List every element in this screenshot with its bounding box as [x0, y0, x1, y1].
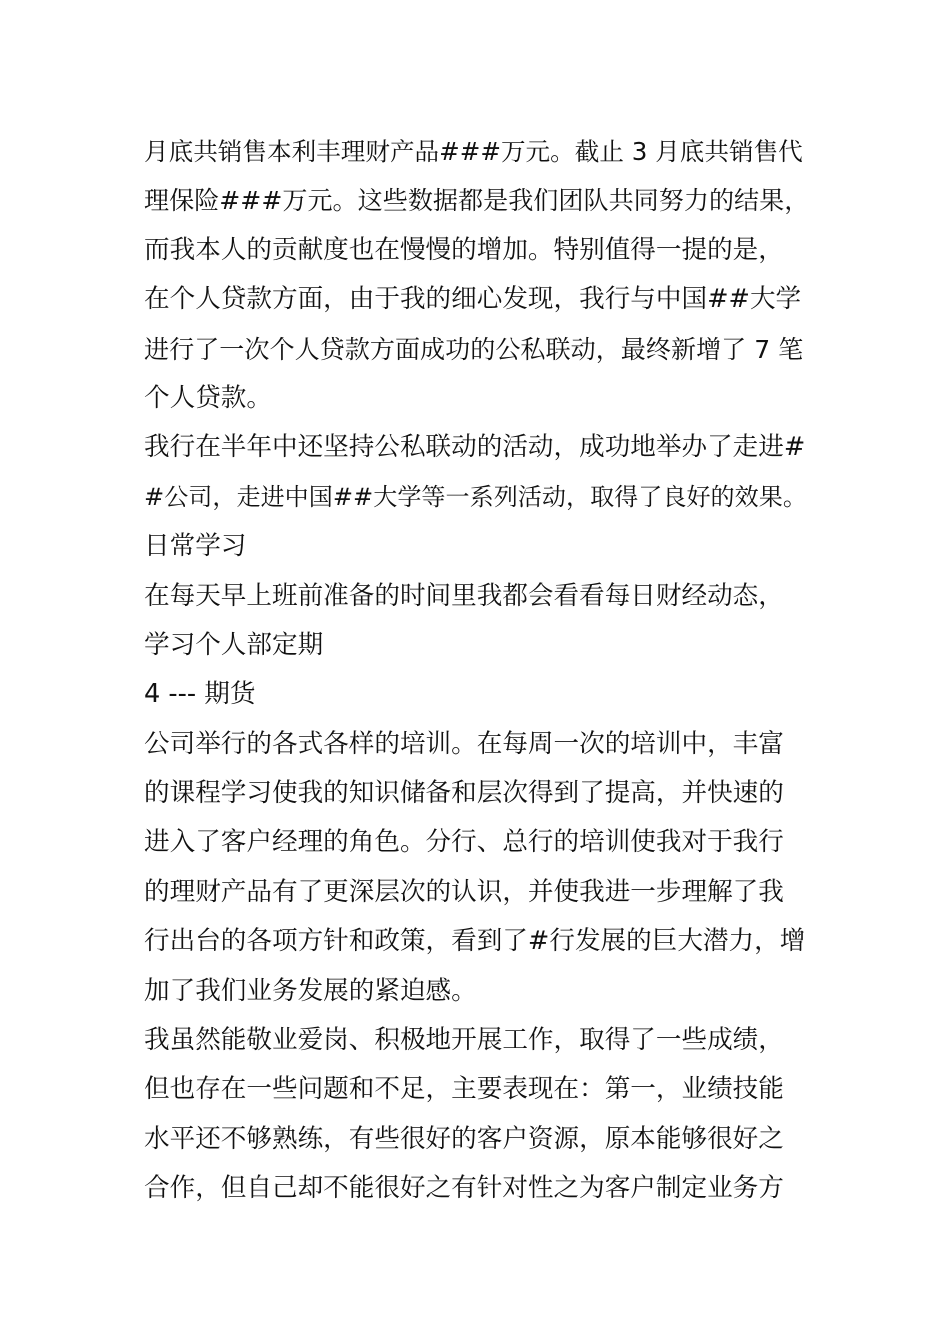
- text-line: 在每天早上班前准备的时间里我都会看看每日财经动态，: [144, 580, 784, 611]
- text-line: 但也存在一些问题和不足，主要表现在：第一，业绩技能: [144, 1074, 784, 1105]
- text-line: 的课程学习使我的知识储备和层次得到了提高，并快速的: [144, 778, 784, 809]
- section-heading: 日常学习: [144, 531, 247, 562]
- text-line: 在个人贷款方面，由于我的细心发现，我行与中国##大学: [144, 284, 802, 315]
- text-line: 加了我们业务发展的紧迫感。: [144, 975, 477, 1006]
- text-line: 的理财产品有了更深层次的认识，并使我进一步理解了我: [144, 876, 784, 907]
- page-break-marker: 4 --- 期货: [144, 679, 256, 710]
- text-line: 公司举行的各式各样的培训。在每周一次的培训中，丰富: [144, 728, 784, 759]
- text-line: 我行在半年中还坚持公私联动的活动，成功地举办了走进#: [144, 432, 806, 463]
- text-line: 学习个人部定期: [144, 629, 324, 660]
- document-body: [144, 127, 812, 1214]
- text-line: 月底共销售本利丰理财产品###万元。截止 3 月底共销售代: [144, 137, 803, 166]
- text-line: 行出台的各项方针和政策，看到了#行发展的巨大潜力，增: [144, 926, 806, 957]
- text-line: 我虽然能敬业爱岗、积极地开展工作，取得了一些成绩，: [144, 1025, 784, 1056]
- text-line: 理保险###万元。这些数据都是我们团队共同努力的结果，: [144, 186, 810, 216]
- text-line: 而我本人的贡献度也在慢慢的增加。特别值得一提的是，: [144, 234, 784, 265]
- text-line: 进行了一次个人贷款方面成功的公私联动，最终新增了 7 笔: [144, 334, 804, 364]
- text-line: 个人贷款。: [144, 382, 272, 413]
- text-line: 水平还不够熟练，有些很好的客户资源，原本能够很好之: [144, 1123, 784, 1154]
- text-line: #公司，走进中国##大学等一系列活动，取得了良好的效果。: [144, 482, 807, 511]
- text-line: 合作，但自己却不能很好之有针对性之为客户制定业务方: [144, 1173, 784, 1204]
- text-line: 进入了客户经理的角色。分行、总行的培训使我对于我行: [144, 827, 784, 858]
